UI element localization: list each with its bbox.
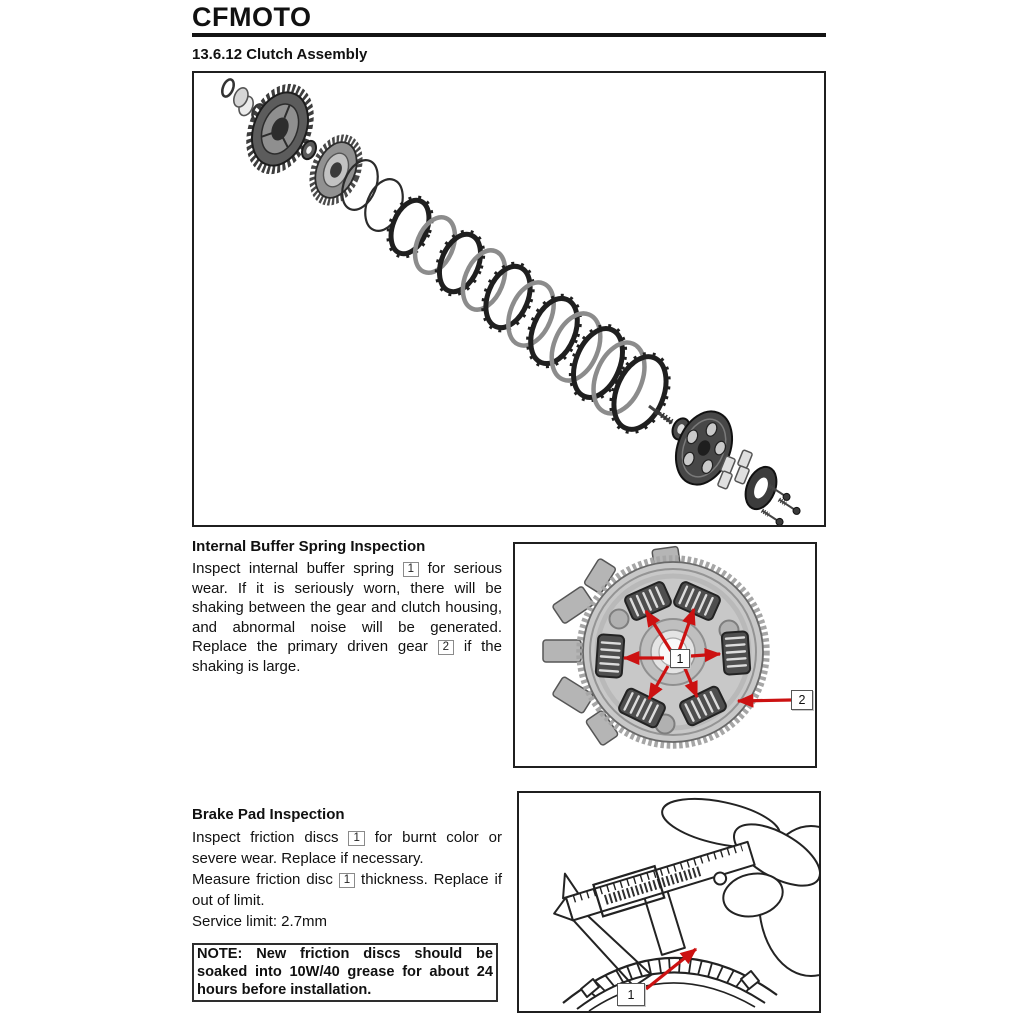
text-run: for burnt color or severe wear. Replace if necessary. bbox=[192, 829, 503, 867]
header-rule bbox=[192, 33, 826, 37]
service-limit-text: Service limit: 2.7mm bbox=[192, 913, 328, 930]
friction-disc bbox=[427, 224, 493, 303]
buffer-spring-illustration bbox=[515, 544, 815, 766]
figure-callout-2: 2 bbox=[791, 690, 813, 710]
internal-spring-paragraph bbox=[192, 559, 502, 676]
inline-callout-2: 2 bbox=[438, 640, 454, 655]
friction-disc-sector bbox=[563, 958, 777, 1011]
text-run: Measure friction disc bbox=[192, 871, 339, 888]
inline-callout-1: 1 bbox=[348, 831, 364, 846]
figure-buffer-spring-inspection bbox=[513, 542, 817, 768]
text-run: Inspect internal buffer spring bbox=[192, 560, 403, 577]
inline-callout-1: 1 bbox=[403, 562, 419, 577]
text-run: for serious wear. If it is seriously worn, there will be shaking between the gear and clutch housing, and abnormal noise will be generated. Replace the primary driven gear bbox=[192, 560, 502, 655]
clutch-housing bbox=[239, 80, 322, 179]
brake-pad-paragraph-1 bbox=[192, 827, 502, 869]
clutch-exploded-illustration bbox=[194, 73, 824, 525]
disc-teeth bbox=[584, 958, 755, 996]
section-title: 13.6.12 Clutch Assembly bbox=[192, 46, 368, 63]
text-run: thickness. Replace if out of limit. bbox=[192, 871, 503, 909]
caliper-measurement-illustration bbox=[519, 793, 819, 1011]
brake-pad-heading: Brake Pad Inspection bbox=[192, 806, 345, 823]
internal-spring-section bbox=[192, 538, 502, 676]
lightening-hole bbox=[610, 610, 629, 629]
inline-callout-1: 1 bbox=[339, 873, 355, 888]
figure-callout-1: 1 bbox=[617, 983, 645, 1006]
text-run: Inspect friction discs bbox=[192, 829, 349, 846]
brake-pad-section bbox=[192, 806, 502, 932]
internal-spring-heading: Internal Buffer Spring Inspection bbox=[192, 538, 426, 555]
figure-exploded-clutch-assembly bbox=[192, 71, 826, 527]
o-ring bbox=[220, 78, 236, 98]
note-box: NOTE: New friction discs should be soaked into 10W/40 grease for about 24 hours before installation. bbox=[192, 943, 498, 1002]
brake-pad-paragraph-2 bbox=[192, 869, 502, 911]
friction-disc bbox=[599, 344, 680, 441]
clutch-plate-stack bbox=[335, 155, 680, 442]
friction-disc bbox=[560, 317, 637, 409]
text-run: if the shaking is large. bbox=[192, 638, 502, 675]
brand-title: CFMOTO bbox=[192, 2, 312, 32]
figure-callout-1: 1 bbox=[670, 649, 690, 668]
figure-friction-disc-measurement bbox=[517, 791, 821, 1013]
